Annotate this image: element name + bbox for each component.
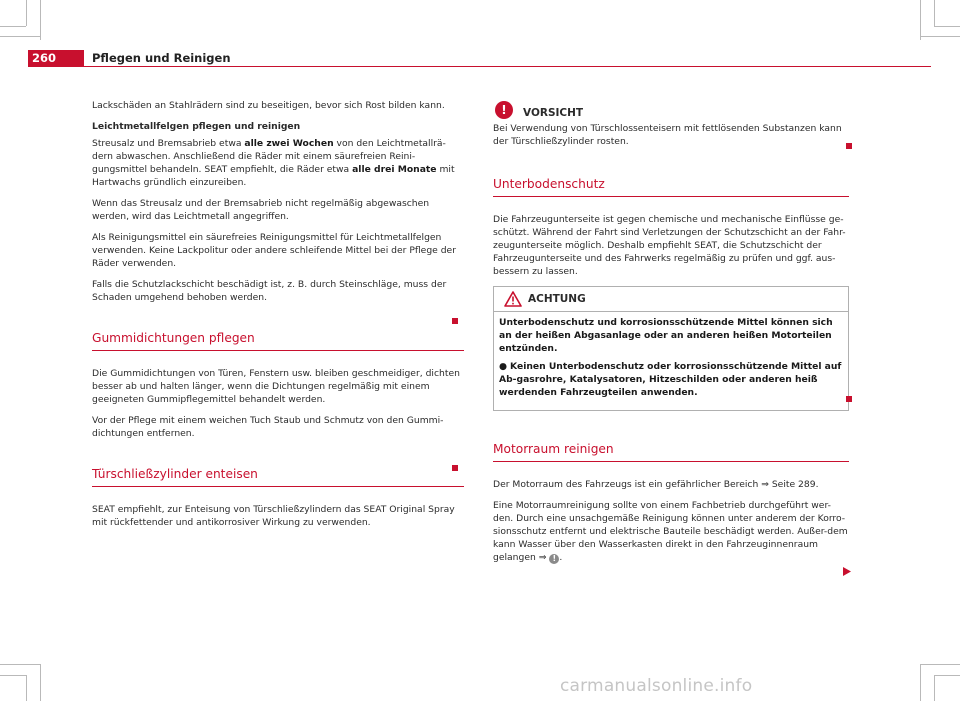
crop-mark [26,675,27,701]
caution-ref-icon: ! [549,554,559,564]
crop-mark [26,0,27,26]
crop-mark [0,664,40,665]
intro-paragraph: Lackschäden an Stahlrädern sind zu beseitigen, bevor sich Rost bilden kann. [92,100,445,111]
crop-mark [0,26,26,27]
alloy-subheading: Leichtmetallfelgen pflegen und reinigen [92,121,301,132]
section-heading-seals [92,330,464,351]
section-heading-underbody [493,176,849,197]
crop-mark [920,0,921,40]
section-end-marker [452,318,458,324]
continue-arrow-icon [843,567,851,576]
page-number: 260 [32,51,57,65]
warning-triangle-icon [504,291,522,307]
seals-paragraph-1: Die Gummidichtungen von Türen, Fenstern usw. bleiben geschmeidiger, dichten besser ab und halten länger, wenn die Dichtungen regelmäßig mit einem geeigneten Gummipflegemittel behandelt werden. [92,368,460,405]
section-title: Türschließzylinder enteisen [92,467,258,481]
crop-mark [934,26,960,27]
crop-mark [40,664,41,701]
warning-title: ACHTUNG [528,293,586,305]
watermark: carmanualsonline.info [560,676,753,696]
engine-paragraph-2: Eine Motorraumreinigung sollte von einem Fachbetrieb durchgeführt wer-den. Durch eine unsachgemäße Reinigung können unter anderem der Korro-sionsschutz entfernt und elektrische Bauteile beschädigt werden. Außer-dem kann Wasser über den Wasserkasten direkt in den Fahrzeuginnenraum gelangen ⇒ ! . [493,500,848,563]
alloy-paragraph-3: Als Reinigungsmittel ein säurefreies Reinigungsmittel für Leichtmetallfelgen verwenden. Keine Lackpolitur oder andere schleifende Mittel bei der Pflege der Räder verwenden. [92,232,456,269]
crop-mark [0,36,40,37]
engine-paragraph-1: Der Motorraum des Fahrzeugs ist ein gefährlicher Bereich ⇒ Seite 289. [493,479,819,490]
warning-paragraph-2: ● Keinen Unterbodenschutz oder korrosionsschützende Mittel auf Ab-gasrohre, Katalysatoren, Hitzeschilden oder anderen heiß werdenden Fahrzeugteilen anwenden. [499,361,842,398]
right-column [493,101,849,572]
warning-box-header [494,287,848,312]
section-end-marker [452,465,458,471]
crop-mark [920,36,960,37]
crop-mark [0,675,26,676]
crop-mark [920,664,960,665]
section-heading-engine [493,441,849,462]
bullet-icon: ● [499,361,508,372]
warning-box [493,286,849,411]
section-title: Motorraum reinigen [493,442,614,456]
section-end-marker [846,396,852,402]
crop-mark [934,675,960,676]
alloy-paragraph-2: Wenn das Streusalz und der Bremsabrieb nicht regelmäßig abgewaschen werden, wird das Leichtmetall angegriffen. [92,198,430,222]
alloy-paragraph-1: Streusalz und Bremsabrieb etwa alle zwei Wochen von den Leichtmetallrä-dern abwaschen. Anschließend die Räder mit einem säurefreien Reini-gungsmittel behandeln. SEAT empfiehlt, die Räder etwa alle drei Monate mit Hartwachs gründlich einzureiben. [92,138,455,188]
crop-mark [40,0,41,40]
lock-paragraph-1: SEAT empfiehlt, zur Enteisung von Türschließzylindern das SEAT Original Spray mit rückfettender und antikorrosiver Wirkung zu verwenden. [92,504,455,528]
caution-title: VORSICHT [523,107,584,119]
crop-mark [934,675,935,701]
section-title: Gummidichtungen pflegen [92,331,255,345]
alloy-paragraph-4: Falls die Schutzlackschicht beschädigt ist, z. B. durch Steinschläge, muss der Schaden umgehend behoben werden. [92,279,447,303]
caution-icon: ! [495,101,513,119]
underbody-paragraph-1: Die Fahrzeugunterseite ist gegen chemische und mechanische Einflüsse ge-schützt. Während der Fahrt sind Verletzungen der Schutzschicht an der Fahr-zeugunterseite möglich. Deshalb empfiehlt SEAT, die Schutzschicht der Fahrzeugunterseite und des Fahrwerks regelmäßig zu prüfen und ggf. aus-bessern zu lassen. [493,214,846,277]
crop-mark [934,0,935,26]
warning-paragraph-1: Unterbodenschutz und korrosionsschützende Mittel können sich an der heißen Abgasanlage oder an anderen heißen Motorteilen entzünden. [499,317,833,354]
section-end-marker [846,143,852,149]
chapter-title: Pflegen und Reinigen [92,51,231,65]
section-title: Unterbodenschutz [493,177,605,191]
left-column [92,99,464,537]
caution-notice [493,101,849,148]
crop-mark [920,664,921,701]
seals-paragraph-2: Vor der Pflege mit einem weichen Tuch Staub und Schmutz von den Gummi-dichtungen entfernen. [92,415,444,439]
header-rule [84,66,931,67]
caution-text: Bei Verwendung von Türschlossenteisern mit fettlösenden Substanzen kann der Türschließzylinder rosten. [493,123,842,147]
section-heading-lock [92,466,464,487]
